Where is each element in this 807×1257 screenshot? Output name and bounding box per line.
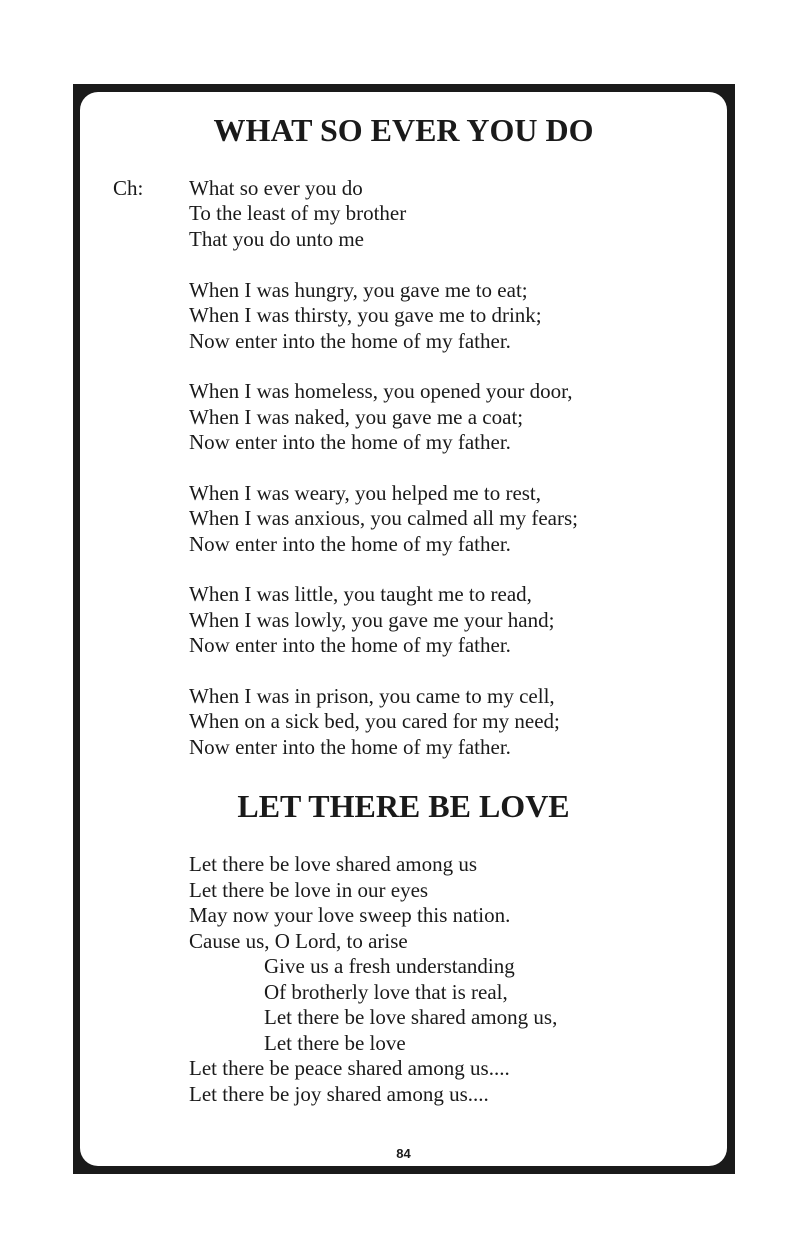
chorus-label: Ch:: [113, 176, 144, 200]
chorus-line: What so ever you do: [189, 176, 363, 200]
verse-line: When I was thirsty, you gave me to drink;: [189, 303, 542, 327]
verse-line: Now enter into the home of my father.: [189, 430, 511, 454]
song-title-what-so-ever-you-do: WHAT SO EVER YOU DO: [213, 112, 594, 148]
lyric-line: Let there be joy shared among us....: [189, 1082, 489, 1106]
verse-line: When I was little, you taught me to read,: [189, 582, 532, 606]
song-title-let-there-be-love: LET THERE BE LOVE: [237, 788, 570, 824]
lyric-line: May now your love sweep this nation.: [189, 903, 511, 927]
verse-line: When I was lowly, you gave me your hand;: [189, 608, 555, 632]
chorus-line: That you do unto me: [189, 227, 364, 251]
verse-line: Now enter into the home of my father.: [189, 532, 511, 556]
lyric-line: Let there be love shared among us: [189, 852, 478, 876]
verse-line: When I was anxious, you calmed all my fears;: [189, 506, 578, 530]
verse-line: When I was naked, you gave me a coat;: [189, 405, 524, 429]
verse-line: Now enter into the home of my father.: [189, 329, 511, 353]
verse-line: When on a sick bed, you cared for my need;: [189, 709, 560, 733]
lyric-line-indented: Of brotherly love that is real,: [264, 980, 508, 1004]
page-number: 84: [396, 1146, 411, 1161]
verse-line: Now enter into the home of my father.: [189, 735, 511, 759]
verse-line: When I was hungry, you gave me to eat;: [189, 278, 528, 302]
verse-line: Now enter into the home of my father.: [189, 633, 511, 657]
verse-line: When I was weary, you helped me to rest,: [189, 481, 542, 505]
lyric-line-indented: Give us a fresh understanding: [264, 954, 515, 978]
verse-line: When I was homeless, you opened your door,: [189, 379, 573, 403]
lyric-line-indented: Let there be love shared among us,: [264, 1005, 558, 1029]
lyric-line: Let there be peace shared among us....: [189, 1056, 510, 1080]
lyric-line: Cause us, O Lord, to arise: [189, 929, 408, 953]
verse-line: When I was in prison, you came to my cell,: [189, 684, 555, 708]
lyric-line-indented: Let there be love: [264, 1031, 406, 1055]
lyric-line: Let there be love in our eyes: [189, 878, 429, 902]
chorus-line: To the least of my brother: [189, 201, 407, 225]
